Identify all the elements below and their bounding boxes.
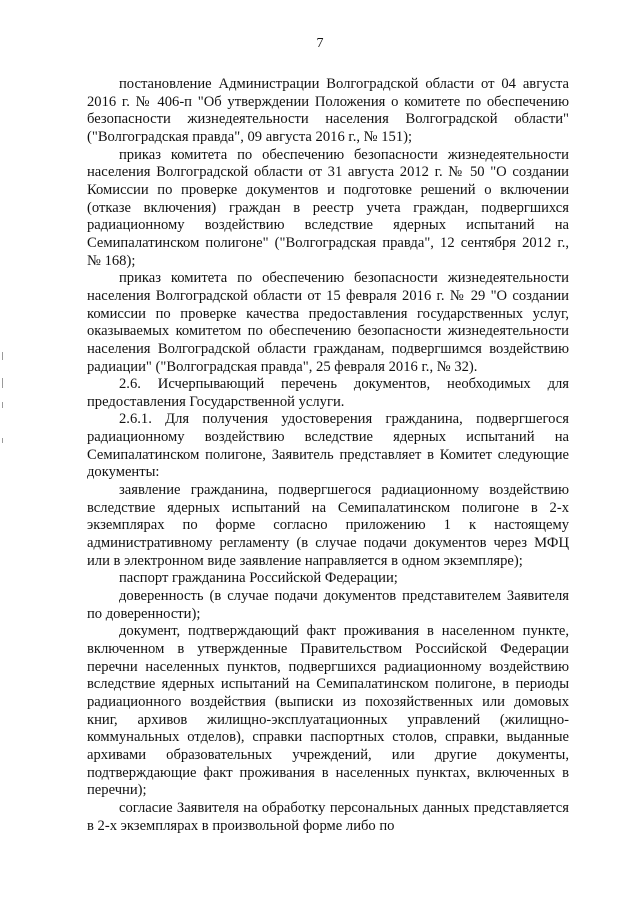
paragraph-order-29: приказ комитета по обеспечению безопасности жизнедеятельности населения Волгоградской области от 15 февраля 2016 г. № 29 "О создании комиссии по проверке качества предоставления государственных услуг, оказываемых комитетом по обеспечению безопасности жизнедеятельности населения Волгоградской области гражданам, подвергшимся воздействию радиации" ("Волгоградская правда", 25 февраля 2016 г., № 32). <box>87 270 569 375</box>
paragraph-application: заявление гражданина, подвергшегося радиационному воздействию вследствие ядерных испытаний на Семипалатинском полигоне в 2-х экземплярах по форме согласно приложению 1 к настоящему административному регламенту (в случае подачи документов через МФЦ или в электронном виде заявление направляется в одном экземпляре); <box>87 482 569 569</box>
page-number: 7 <box>316 36 324 51</box>
margin-scan-mark <box>2 438 3 443</box>
margin-scan-mark <box>2 352 3 360</box>
paragraph-order-50: приказ комитета по обеспечению безопасности жизнедеятельности населения Волгоградской области от 31 августа 2012 г. № 50 "О создании Комиссии по проверке документов и подготовке решений о включении (отказе включения) граждан в реестр учета граждан, подвергшихся радиационному воздействию вследствие ядерных испытаний на Семипалатинском полигоне" ("Волгоградская правда", 12 сентября 2012 г., № 168); <box>87 146 569 269</box>
paragraph-residence-document: документ, подтверждающий факт проживания в населенном пункте, включенном в утвержденные Правительством Российской Федерации перечни населенных пунктов, подвергшихся радиационному воздействию вследствие ядерных испытаний на Семипалатинском полигоне, в периоды радиационного воздействия (выписки из похозяйственных или домовых книг, архивов жилищно-эксплуатационных управлений (жилищно-коммунальных отделов), справки паспортных столов, справки, выданные архивами образовательных учреждений, или другие документы, подтверждающие факт проживания в населенных пунктах, включенных в перечни); <box>87 623 569 799</box>
paragraph-passport: паспорт гражданина Российской Федерации; <box>119 570 398 587</box>
paragraph-section-2-6-1: 2.6.1. Для получения удостоверения гражданина, подвергшегося радиационному воздействию вследствие ядерных испытаний на Семипалатинском полигоне, Заявитель представляет в Комитет следующие документы: <box>87 411 569 481</box>
paragraph-section-2-6: 2.6. Исчерпывающий перечень документов, необходимых для предоставления Государственной услуги. <box>87 376 569 410</box>
paragraph-consent: согласие Заявителя на обработку персональных данных представляется в 2-х экземплярах в произвольной форме либо по <box>87 799 569 834</box>
document-body <box>87 76 569 835</box>
paragraph-power-of-attorney: доверенность (в случае подачи документов представителем Заявителя по доверенности); <box>87 588 569 622</box>
margin-scan-mark <box>2 402 3 408</box>
margin-scan-mark <box>2 378 3 388</box>
paragraph-decree-406: постановление Администрации Волгоградской области от 04 августа 2016 г. № 406-п "Об утверждении Положения о комитете по обеспечению безопасности жизнедеятельности населения Волгоградской области" ("Волгоградская правда", 09 августа 2016 г., № 151); <box>87 76 569 145</box>
